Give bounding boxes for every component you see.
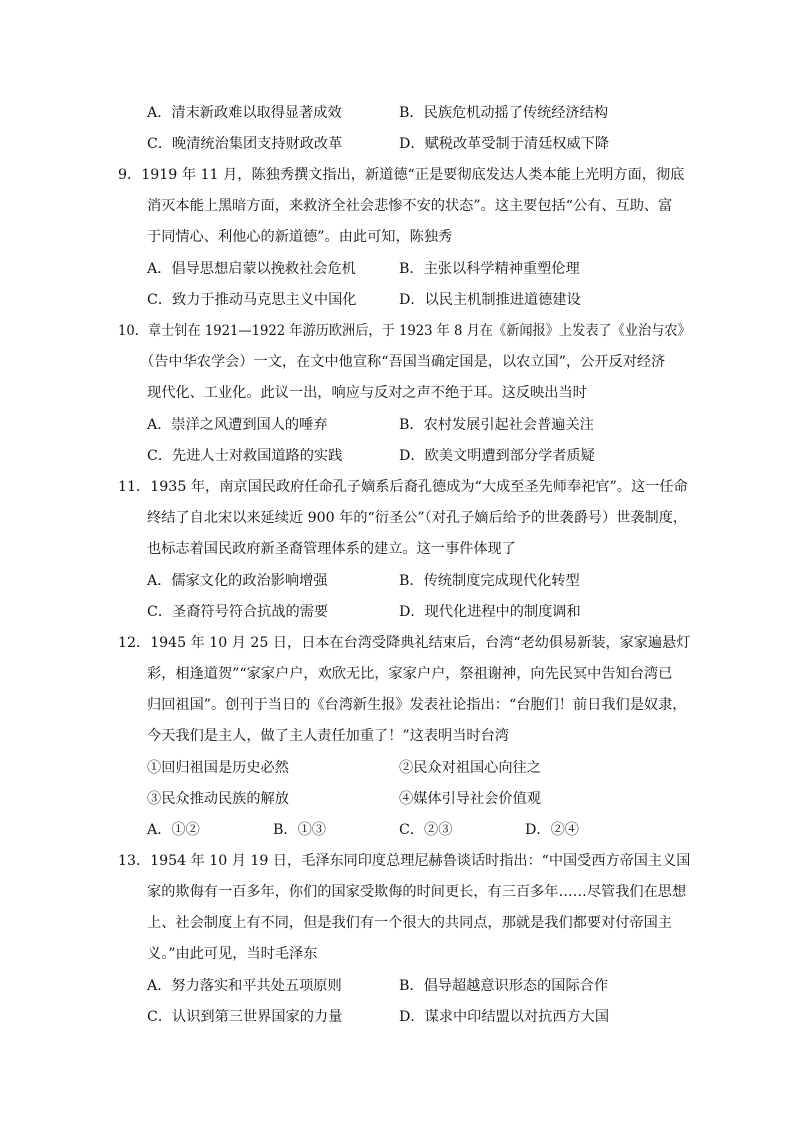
q13-stem-line-4: 义。”由此可见，当时毛泽东	[147, 946, 318, 962]
q9-option-b: B．主张以科学精神重塑伦理	[399, 261, 580, 277]
q12-option-c: C．②③	[399, 822, 453, 838]
q13-stem-line-3: 上、社会制度上有不同，但是我们有一个很大的共同点，那就是我们都要对付帝国主	[147, 915, 672, 931]
q9-stem-line-3: 于同情心、利他心的新道德”。由此可知，陈独秀	[147, 229, 453, 245]
q12-option-d: D．②④	[525, 822, 579, 838]
q8-option-b: B．民族危机动摇了传统经济结构	[399, 105, 609, 121]
q10-stem-line-1: 10．章士钊在 1921—1922 年游历欧洲后，于 1923 年 8 月在《新闻报》上发表了《业治与农》	[118, 323, 691, 339]
q11-option-d: D．现代化进程中的制度调和	[399, 604, 581, 620]
q8-option-d: D．赋税改革受制于清廷权威下降	[399, 136, 610, 152]
q11-stem-line-1: 11．1935 年，南京国民政府任命孔子嫡系后裔孔德成为“大成至圣先师奉祀官”。这一任命	[118, 479, 688, 495]
q12-option-b: B．①③	[273, 822, 326, 838]
q9-option-c: C．致力于推动马克思主义中国化	[147, 292, 357, 308]
q13-option-a: A．努力落实和平共处五项原则	[147, 978, 342, 994]
q12-statement-1: ①回归祖国是历史必然	[147, 760, 289, 776]
q10-option-d: D．欧美文明遭到部分学者质疑	[399, 448, 595, 464]
q13-option-c: C．认识到第三世界国家的力量	[147, 1009, 343, 1025]
q11-stem-line-2: 终结了自北宋以来延续近 900 年的“衍圣公”（对孔子嫡后给予的世袭爵号）世袭制度，	[147, 510, 688, 526]
q12-stem-line-4: 今天我们是主人，做了主人责任加重了！”这表明当时台湾	[147, 728, 509, 744]
q13-option-b: B．倡导超越意识形态的国际合作	[399, 978, 609, 994]
q10-stem-line-2: （告中华农学会）一文，在文中他宣称“吾国当确定国是，以农立国”，公开反对经济	[140, 354, 666, 370]
q9-stem-line-2: 消灭本能上黑暗方面，来救济全社会悲惨不安的状态”。这主要包括“公有、互助、富	[147, 198, 673, 214]
q12-option-a: A．①②	[147, 822, 200, 838]
q12-stem-line-2: 彩，相逢道贺”“家家户户，欢欣无比，家家户户，祭祖谢神，向先民冥中告知台湾已	[147, 666, 673, 682]
q12-statement-3: ③民众推动民族的解放	[147, 791, 289, 807]
q11-stem-line-3: 也标志着国民政府新圣裔管理体系的建立。这一事件体现了	[147, 541, 516, 557]
q12-statement-2: ②民众对祖国心向往之	[399, 760, 541, 776]
q10-stem-line-3: 现代化、工业化。此议一出，响应与反对之声不绝于耳。这反映出当时	[147, 385, 587, 401]
q11-option-a: A．儒家文化的政治影响增强	[147, 573, 328, 589]
q10-option-b: B．农村发展引起社会普遍关注	[399, 417, 594, 433]
q12-stem-line-3: 归回祖国”。创刊于当日的《台湾新生报》发表社论指出：“台胞们！前日我们是奴隶，	[147, 697, 687, 713]
q13-stem-line-2: 家的欺侮有一百多年，你们的国家受欺侮的时间更长，有三百多年……尽管我们在思想	[147, 884, 687, 900]
q11-option-c: C．圣裔符号符合抗战的需要	[147, 604, 329, 620]
q12-stem-line-1: 12．1945 年 10 月 25 日，日本在台湾受降典礼结束后，台湾“老幼俱易新装，家家遍悬灯	[118, 635, 691, 651]
q10-option-a: A．崇洋之风遭到国人的唾弃	[147, 417, 328, 433]
q13-stem-line-1: 13．1954 年 10 月 19 日，毛泽东同印度总理尼赫鲁谈话时指出：“中国受西方帝国主义国	[118, 853, 691, 869]
q8-option-c: C．晚清统治集团支持财政改革	[147, 136, 343, 152]
q13-option-d: D．谋求中印结盟以对抗西方大国	[399, 1009, 610, 1025]
q9-option-a: A．倡导思想启蒙以挽救社会危机	[147, 261, 356, 277]
q11-option-b: B．传统制度完成现代化转型	[399, 573, 580, 589]
q9-stem-line-1: 9．1919 年 11 月，陈独秀撰文指出，新道德“正是要彻底发达人类本能上光明方面，彻底	[118, 167, 685, 183]
q10-option-c: C．先进人士对救国道路的实践	[147, 448, 343, 464]
q8-option-a: A．清末新政难以取得显著成效	[147, 105, 342, 121]
q9-option-d: D．以民主机制推进道德建设	[399, 292, 581, 308]
q12-statement-4: ④媒体引导社会价值观	[399, 791, 541, 807]
